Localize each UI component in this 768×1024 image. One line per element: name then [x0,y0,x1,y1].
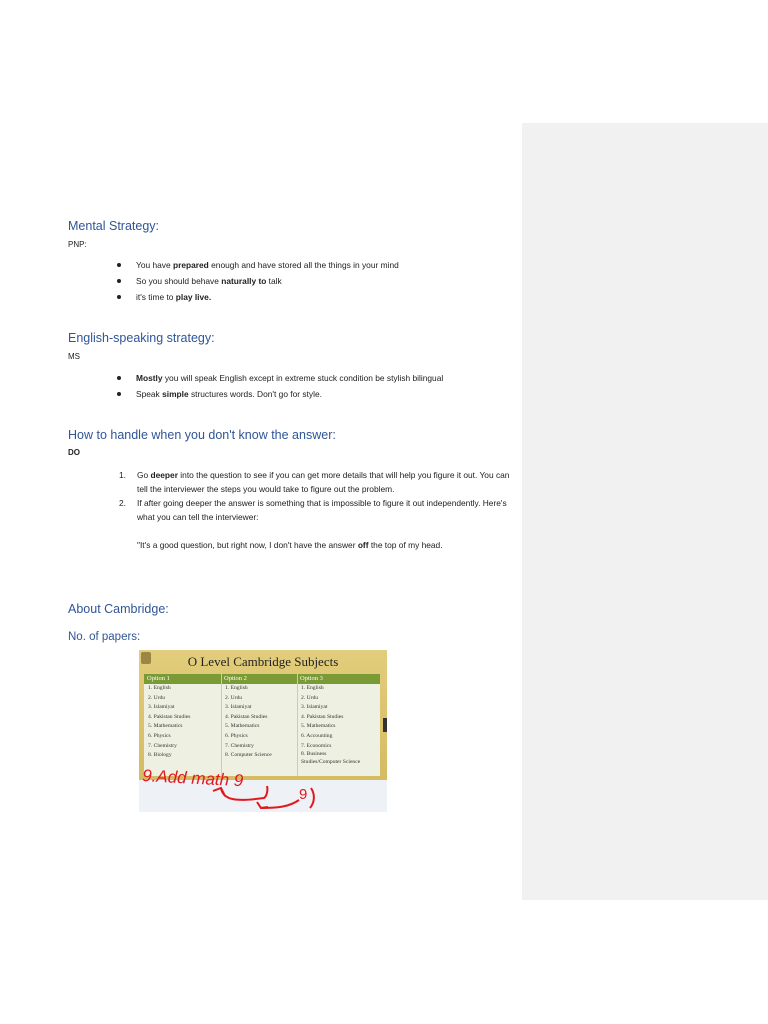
table-cell: 7. Chemistry [225,742,254,749]
label-do: DO [68,448,80,457]
heading-about-cambridge: About Cambridge: [68,602,169,616]
list-item: You have prepared enough and have stored all the things in your mind [115,257,399,273]
heading-unknown-answer: How to handle when you don't know the answer: [68,428,336,442]
table-cell: 3. Islamiyat [148,704,175,711]
annotation-arrow-head-2 [257,802,268,808]
annotation-bracket [310,788,314,808]
table-cell: 4. Pakistan Studies [225,713,268,720]
heading-mental-strategy: Mental Strategy: [68,219,160,233]
table-cell: 2. Urdu [148,694,166,701]
quote-text: "It's a good question, but right now, I don't have the answer off the top of my head. [137,540,443,550]
table-cell: 1. English [148,685,171,691]
table-cell: 5. Mathematics [225,723,260,730]
bullet-list-mental [115,257,399,305]
subheading-no-of-papers: No. of papers: [68,631,141,643]
list-item: Speak simple structures words. Don't go for style. [115,386,443,402]
table-cell: 6. Physics [148,732,171,739]
comment-pane [522,123,768,900]
column-header: Option 2 [224,675,247,682]
column-header: Option 1 [147,675,170,682]
label-pnp: PNP: [68,240,87,249]
handwritten-annotation [139,650,387,812]
table-cell: 1. English [301,685,324,691]
table-cell: 3. Islamiyat [301,704,328,711]
bullet-list-english [115,370,443,402]
table-cell: 7. Economics [301,742,332,749]
table-cell: 4. Pakistan Studies [301,713,344,720]
list-item: 2. If after going deeper the answer is something that is impossible to figure it out independently. Here's what you can tell the interviewer: [119,498,507,522]
table-cell: 2. Urdu [301,694,319,701]
list-item: 1. Go deeper into the question to see if you can get more details that will help you figure it out. You can tell the interviewer the steps you would take to figure out the problem. [119,470,510,494]
handwritten-count: 9 [299,786,308,803]
list-item: Mostly you will speak English except in extreme stuck condition be stylish bilingual [115,370,443,386]
numbered-list [119,468,519,524]
table-cell: 6. Accounting [301,732,333,739]
table-cell: 7. Chemistry [148,742,177,749]
label-ms: MS [68,352,80,361]
slide-title: O Level Cambridge Subjects [187,654,339,669]
list-item: So you should behave naturally to talk [115,273,399,289]
table-cell: 1. English [225,685,248,691]
table-cell: 6. Physics [225,732,248,739]
cambridge-subjects-image [139,650,387,812]
heading-english-strategy: English-speaking strategy: [68,331,215,345]
table-cell: 8. Business Studies/Computer Science [301,751,361,765]
table-cell: 4. Pakistan Studies [148,713,191,720]
table-cell: 8. Computer Science [225,752,272,759]
column-header: Option 3 [300,675,323,682]
table-cell: 8. Biology [148,752,172,759]
table-cell: 3. Islamiyat [225,704,252,711]
table-cell: 5. Mathematics [301,723,336,730]
list-item: it's time to play live. [115,289,399,305]
table-cell: 5. Mathematics [148,723,183,730]
handwritten-add-math: 9.Add math 9 [141,766,244,791]
table-cell: 2. Urdu [225,694,243,701]
